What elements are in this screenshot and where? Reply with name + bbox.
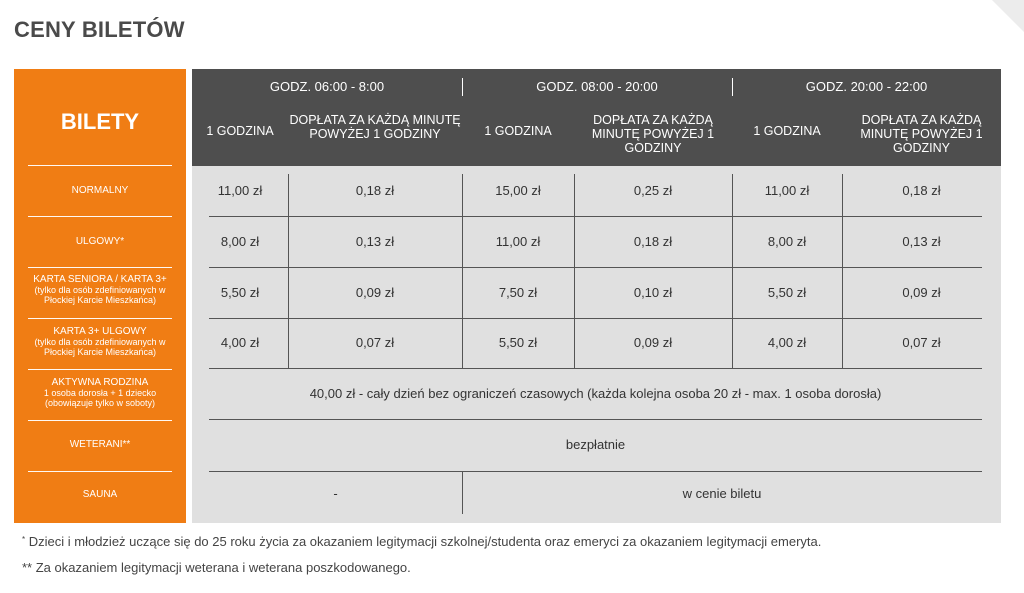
price-cell: 5,50 zł (767, 285, 807, 300)
price-cell: 0,13 zł (902, 234, 941, 249)
category-name: KARTA 3+ ULGOWY (53, 326, 147, 337)
category-detail: (tylko dla osób zdefiniowanych w Płockiej Karcie Mieszkańca) (34, 337, 166, 357)
row-divider (209, 368, 982, 369)
header-divider (732, 78, 733, 96)
price-cell: 11,00 zł (217, 183, 263, 198)
price-cell: 0,07 zł (355, 335, 395, 350)
category-name: ULGOWY* (75, 236, 125, 247)
row-divider (209, 419, 982, 420)
subheader-1-hour: 1 GODZINA (484, 124, 552, 138)
separator (28, 420, 172, 421)
row-divider (209, 216, 982, 217)
price-cell: 5,50 zł (498, 335, 538, 350)
family-price: 40,00 zł - cały dzień bez ograniczeń czasowych (każda kolejna osoba 20 zł - max. 1 osoba dorosła) (309, 386, 882, 401)
sauna-price-right: w cenie biletu (682, 486, 762, 501)
corner-decoration (992, 0, 1024, 32)
price-cell: 15,00 zł (495, 183, 541, 198)
separator (28, 216, 172, 217)
price-cell: 8,00 zł (220, 234, 260, 249)
price-cell: 7,50 zł (498, 285, 538, 300)
category-ulgowy (14, 236, 186, 247)
price-cell: 0,09 zł (633, 335, 673, 350)
category-name: KARTA SENIORA / KARTA 3+ (33, 274, 167, 285)
price-cell: 8,00 zł (767, 234, 807, 249)
time-group-morning: GODZ. 06:00 - 8:00 (269, 79, 385, 94)
page-title: CENY BILETÓW (14, 17, 185, 42)
category-detail: 1 osoba dorosła + 1 dziecko (obowiązuje tylko w soboty) (43, 388, 157, 408)
price-cell: 0,18 zł (633, 234, 673, 249)
subheader-surcharge: DOPŁATA ZA KAŻDĄ MINUTĘ POWYŻEJ 1 GODZINY (860, 113, 983, 155)
category-aktywna-rodzina (14, 377, 186, 408)
price-cell: 4,00 zł (767, 335, 807, 350)
subheader-1-hour: 1 GODZINA (206, 124, 274, 138)
panel-title: BILETY (60, 109, 140, 134)
price-cell: 11,00 zł (495, 234, 541, 249)
row-divider (209, 318, 982, 319)
table-body (192, 166, 1001, 523)
footnote-mark: * (22, 535, 26, 544)
footnote-1 (22, 534, 821, 549)
category-normalny (14, 185, 186, 196)
category-name: WETERANI** (69, 439, 131, 450)
price-cell: 0,25 zł (633, 183, 673, 198)
category-name: NORMALNY (71, 185, 129, 196)
separator (28, 471, 172, 472)
price-cell: 5,50 zł (220, 285, 260, 300)
separator (28, 165, 172, 166)
category-karta-seniora (14, 274, 186, 305)
separator (28, 369, 172, 370)
table-header (192, 69, 1001, 166)
subheader-surcharge: DOPŁATA ZA KAŻDĄ MINUTĘ POWYŻEJ 1 GODZINY (289, 113, 461, 141)
category-name: AKTYWNA RODZINA (51, 377, 149, 388)
separator (28, 267, 172, 268)
price-cell: 4,00 zł (220, 335, 260, 350)
row-divider (209, 471, 982, 472)
sauna-price-left: - (333, 486, 338, 501)
price-cell: 0,09 zł (902, 285, 941, 300)
footnote-2: ** Za okazaniem legitymacji weterana i weterana poszkodowanego. (22, 560, 411, 575)
header-divider (462, 78, 463, 96)
category-detail: (tylko dla osób zdefiniowanych w Płockiej Karcie Mieszkańca) (34, 285, 166, 305)
price-cell: 0,09 zł (355, 285, 395, 300)
time-group-day: GODZ. 08:00 - 20:00 (536, 79, 658, 94)
time-group-evening: GODZ. 20:00 - 22:00 (805, 79, 928, 94)
category-weterani (14, 439, 186, 450)
separator (28, 318, 172, 319)
price-cell: 0,10 zł (633, 285, 673, 300)
categories-panel (14, 69, 186, 523)
subheader-surcharge: DOPŁATA ZA KAŻDĄ MINUTĘ POWYŻEJ 1 GODZINY (591, 113, 715, 155)
footnote-text: Dzieci i młodzież uczące się do 25 roku życia za okazaniem legitymacji szkolnej/studenta oraz emeryci za okazaniem legitymacji emeryta. (28, 534, 822, 549)
subheader-1-hour: 1 GODZINA (753, 124, 821, 138)
price-cell: 0,13 zł (355, 234, 395, 249)
category-karta-3-ulgowy (14, 326, 186, 357)
price-cell: 0,18 zł (902, 183, 941, 198)
row-divider (209, 267, 982, 268)
price-cell: 11,00 zł (764, 183, 810, 198)
price-cell: 0,07 zł (902, 335, 941, 350)
price-cell: 0,18 zł (355, 183, 395, 198)
veterans-price: bezpłatnie (565, 437, 626, 452)
category-sauna (14, 489, 186, 500)
category-name: SAUNA (82, 489, 118, 500)
